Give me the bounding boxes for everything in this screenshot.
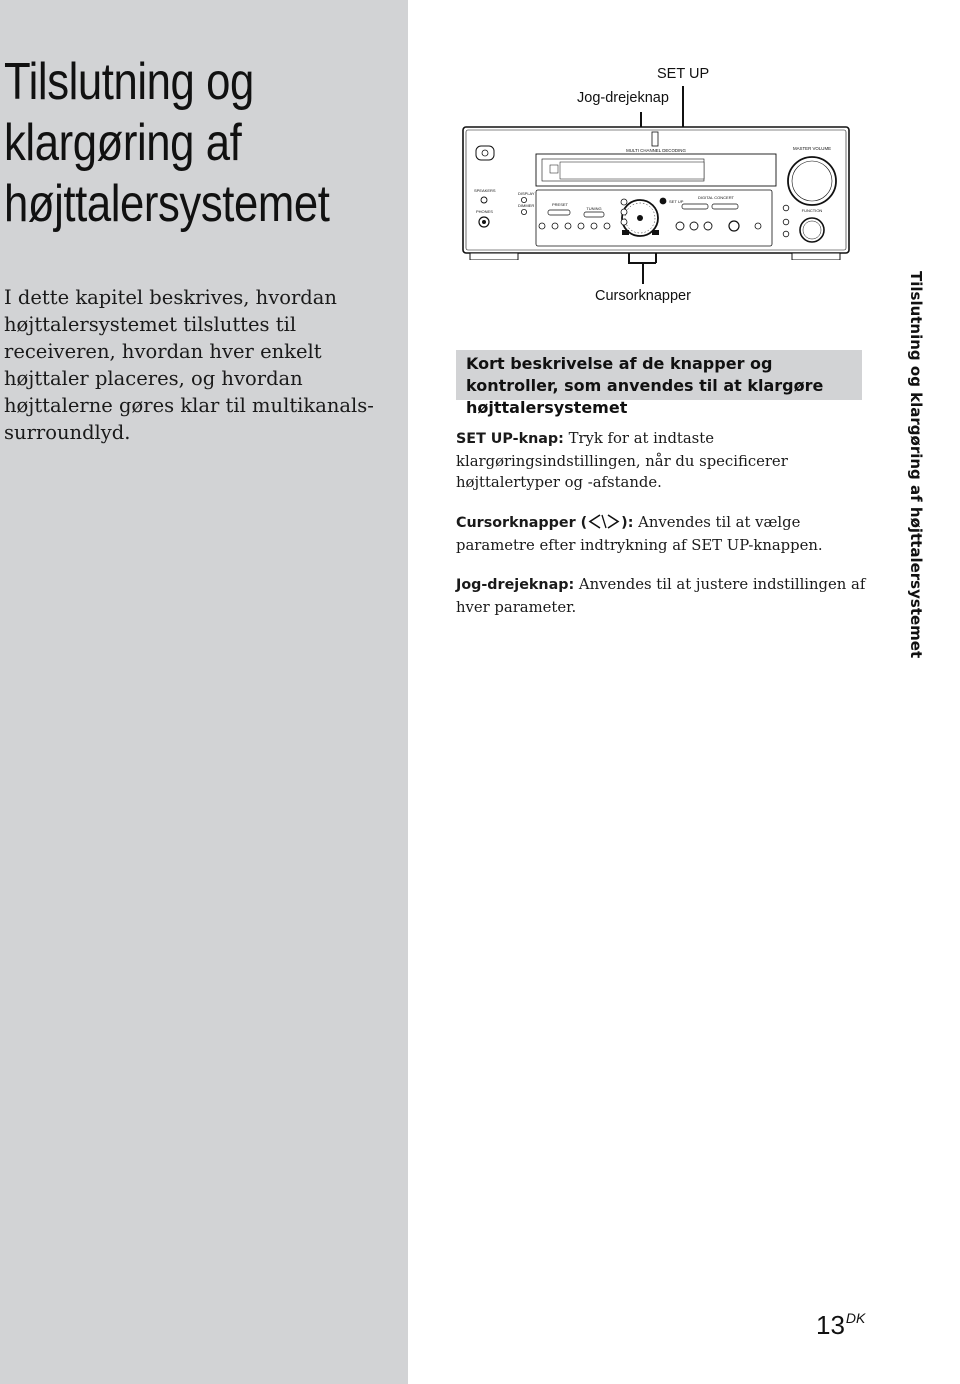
callout-jog: Jog-drejeknap: [577, 90, 669, 106]
chapter-title: Tilslutning og klargøring af højttalersystemet: [4, 53, 330, 233]
desc-setup-term: SET UP-knap:: [456, 431, 564, 447]
label-speakers: SPEAKERS: [474, 188, 496, 193]
desc-cursor-term-end: ):: [621, 515, 634, 531]
section-heading: [456, 350, 862, 417]
label-multichannel: MULTI CHANNEL DECODING: [626, 148, 686, 153]
section-heading-text: Kort beskrivelse af de knapper og kontroller, som anvendes til at klargøre højttalersystemet: [466, 354, 824, 417]
callout-cursor: Cursorknapper: [595, 288, 691, 304]
side-tab: [896, 271, 936, 659]
label-dimmer: DIMMER: [518, 203, 535, 208]
desc-cursor-text: Anvendes til at vælge parametre efter indtrykning af SET UP-knappen.: [456, 514, 823, 554]
label-master-volume: MASTER VOLUME: [792, 146, 832, 151]
page-number-value: 13: [816, 1310, 845, 1340]
desc-setup-text: Tryk for at indtaste klargøringsindstillingen, når du specificerer højttalertyper og -afstande.: [456, 430, 788, 491]
left-panel: [0, 0, 408, 1384]
desc-setup: [456, 428, 866, 494]
desc-jog-term: Jog-drejeknap:: [456, 577, 575, 593]
label-function: FUNCTION: [801, 208, 823, 213]
cursor-left-right-icon: [587, 513, 621, 530]
desc-jog-text: Anvendes til at justere indstillingen af hver parameter.: [456, 576, 866, 616]
side-tab-text: Tilslutning og klargøring af højttalersystemet: [907, 271, 925, 659]
desc-cursor: [456, 512, 866, 556]
page-number-suffix: DK: [845, 1310, 866, 1326]
callout-setup: SET UP: [657, 66, 710, 82]
label-phones: PHONES: [476, 209, 493, 214]
leader-cursor: [642, 262, 644, 284]
desc-cursor-term-start: Cursorknapper (: [456, 515, 588, 531]
desc-jog: [456, 574, 866, 618]
label-preset: PRESET: [551, 202, 569, 207]
label-tuning: TUNING: [586, 206, 602, 211]
label-setup: SET UP: [669, 199, 684, 204]
label-display: DISPLAY: [518, 191, 535, 196]
receiver-front-panel: [462, 126, 850, 260]
page-number: [816, 1310, 865, 1341]
intro-text: I dette kapitel beskrives, hvordan højttalersystemet tilsluttes til receiveren, hvordan hver enkelt højttaler placeres, og hvordan højttalerne gøres klar til multikanals-surroundlyd.: [4, 286, 374, 444]
label-digital-concert: DIGITAL CONCERT: [698, 195, 734, 200]
